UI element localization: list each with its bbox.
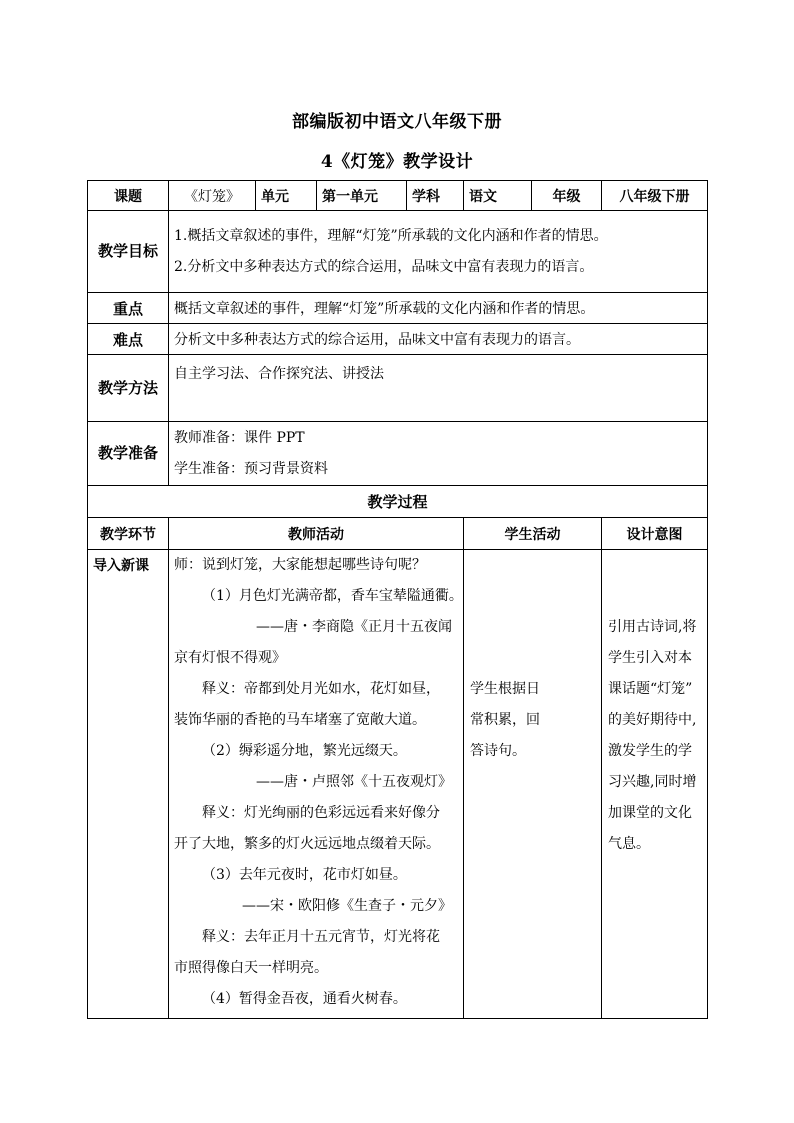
teacher-line: ——唐・卢照邻《十五夜观灯》 (256, 774, 452, 790)
unit-value: 第一单元 (317, 181, 407, 211)
teacher-line: 市照得像白天一样明亮。 (174, 960, 328, 976)
method-text: 自主学习法、合作探究法、讲授法 (169, 355, 708, 422)
teacher-line: （4）暂得金吾夜，通看火树春。 (202, 991, 407, 1007)
teacher-line: 京有灯恨不得观》 (174, 650, 286, 666)
subject-label: 学科 (407, 181, 464, 211)
key-point-row (88, 293, 708, 324)
purpose-line: 习兴趣,同时增 (608, 774, 697, 790)
teacher-preparation: 教师准备：课件 PPT (174, 429, 305, 446)
teacher-activity (169, 550, 464, 1019)
process-title-row (88, 486, 708, 518)
preparation-row (88, 422, 708, 486)
grade-value: 八年级下册 (602, 181, 708, 211)
process-row (88, 550, 708, 1019)
document-title: 部编版初中语文八年级下册 (292, 112, 502, 132)
purpose-line: 激发学生的学 (608, 743, 692, 759)
teacher-line: ——宋・欧阳修《生查子・元夕》 (242, 898, 452, 914)
student-preparation: 学生准备：预习背景资料 (174, 460, 328, 477)
process-header-row (88, 518, 708, 550)
purpose-line: 课话题“灯笼” (608, 681, 693, 697)
teacher-line: ——唐・李商隐《正月十五夜闻 (256, 619, 452, 635)
column-header-purpose: 设计意图 (602, 518, 708, 550)
purpose-line: 的美好期待中, (608, 712, 697, 728)
unit-label: 单元 (256, 181, 317, 211)
column-header-student: 学生活动 (464, 518, 602, 550)
document-subtitle: 4《灯笼》教学设计 (320, 152, 474, 172)
lesson-plan-table (87, 180, 708, 1019)
teacher-line: 释义：帝都到处月光如水，花灯如昼， (202, 681, 440, 697)
purpose-line: 加课堂的文化 (608, 805, 692, 821)
difficulty-row (88, 324, 708, 355)
teacher-line: 释义：灯光绚丽的色彩远远看来好像分 (202, 805, 440, 821)
difficulty-text: 分析文中多种表达方式的综合运用，品味文中富有表现力的语言。 (169, 324, 708, 355)
teacher-line: （2）缛彩遥分地，繁光远缀天。 (202, 743, 407, 759)
goals-content (169, 211, 708, 293)
student-activity (464, 550, 602, 1019)
method-label: 教学方法 (88, 355, 169, 422)
student-line: 答诗句。 (470, 743, 526, 759)
grade-label: 年级 (532, 181, 602, 211)
teacher-line: （1）月色灯光满帝都，香车宝辇隘通衢。 (202, 588, 463, 604)
teacher-line: 装饰华丽的香艳的马车堵塞了宽敞大道。 (174, 712, 426, 728)
key-point-text: 概括文章叙述的事件，理解“灯笼”所承载的文化内涵和作者的情思。 (169, 293, 708, 324)
teacher-line: （3）去年元夜时，花市灯如昼。 (202, 867, 407, 883)
topic-label: 课题 (88, 181, 169, 211)
student-line: 学生根据日 (470, 681, 540, 697)
key-point-label: 重点 (88, 293, 169, 324)
preparation-label: 教学准备 (88, 422, 169, 486)
difficulty-label: 难点 (88, 324, 169, 355)
goal-item: 2.分析文中多种表达方式的综合运用，品味文中富有表现力的语言。 (174, 258, 594, 275)
purpose-line: 气息。 (608, 836, 650, 852)
teacher-line: 师：说到灯笼，大家能想起哪些诗句呢？ (174, 557, 426, 573)
teacher-line: 释义：去年正月十五元宵节，灯光将花 (202, 929, 440, 945)
goals-label: 教学目标 (88, 211, 169, 293)
purpose-line: 引用古诗词,将 (608, 619, 697, 635)
teacher-line: 开了大地，繁多的灯火远远地点缀着天际。 (174, 836, 440, 852)
preparation-content (169, 422, 708, 486)
info-row (88, 181, 708, 211)
method-row (88, 355, 708, 422)
topic-value: 《灯笼》 (169, 181, 256, 211)
column-header-stage: 教学环节 (88, 518, 169, 550)
design-purpose (602, 550, 708, 1019)
column-header-teacher: 教师活动 (169, 518, 464, 550)
stage-name: 导入新课 (88, 550, 169, 1019)
goals-row (88, 211, 708, 293)
process-title: 教学过程 (88, 486, 708, 518)
subject-value: 语文 (464, 181, 532, 211)
goal-item: 1.概括文章叙述的事件，理解“灯笼”所承载的文化内涵和作者的情思。 (174, 227, 608, 244)
student-line: 常积累，回 (470, 712, 540, 728)
purpose-line: 学生引入对本 (608, 650, 692, 666)
